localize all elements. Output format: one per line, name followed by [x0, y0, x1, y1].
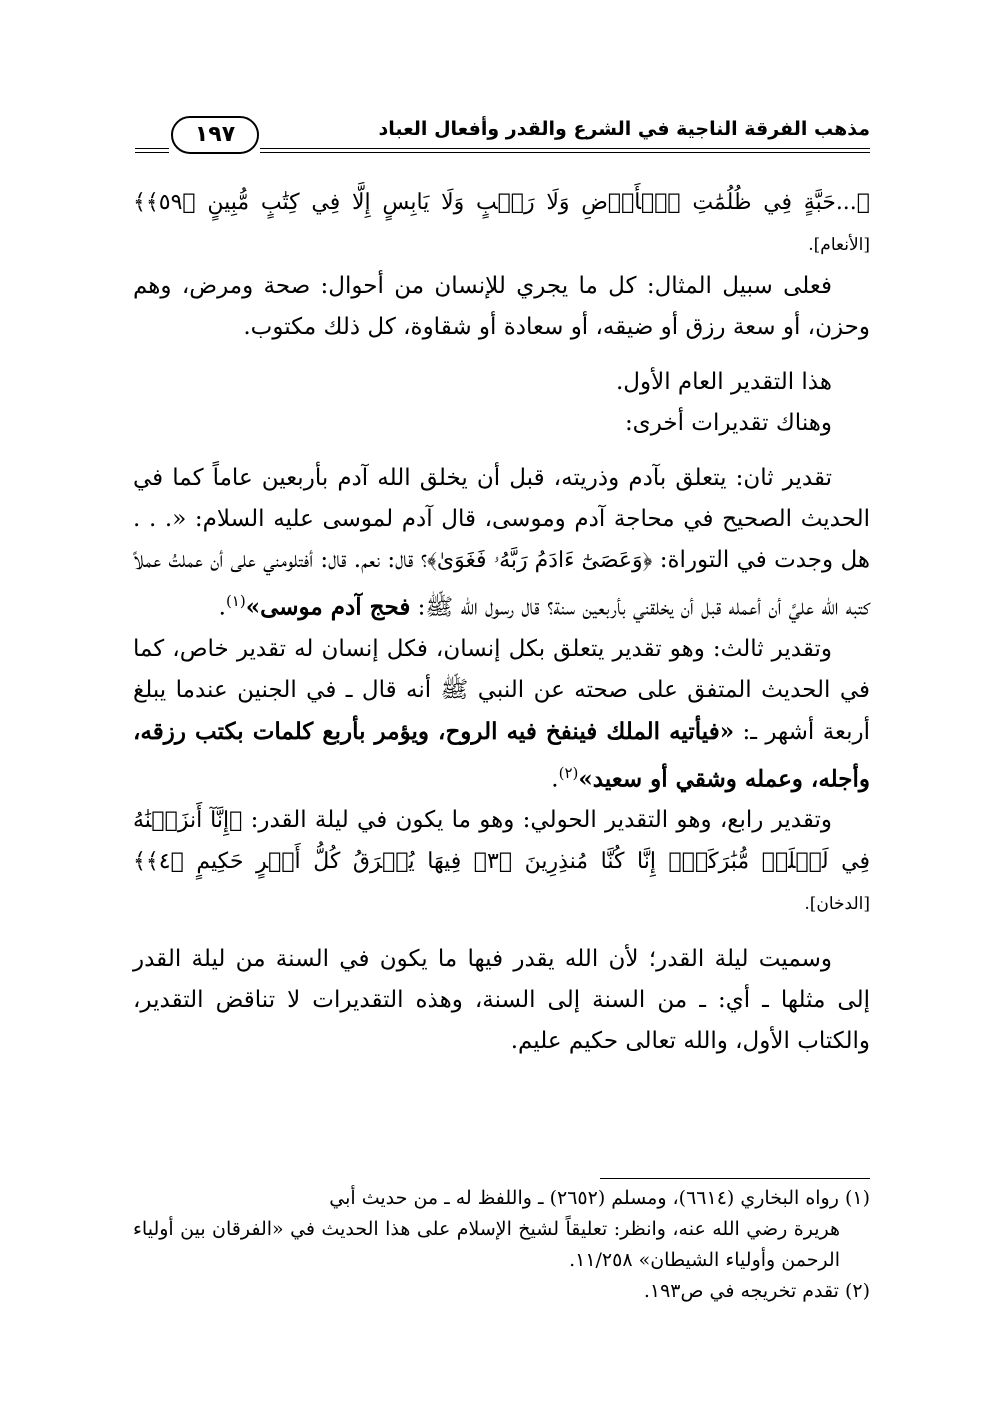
second-decree-text: تقدير ثان: يتعلق بآدم وذريته، قبل أن يخلق الله آدم بأربعين عاماً كما في الحديث الصحيح في محاجة آدم وموسى، قال آدم لموسى عليه السلام: «. . . هل وجدت في التوراة: — [133, 465, 870, 573]
paragraph-other-decrees: وهناك تقديرات أخرى: — [624, 410, 832, 436]
footnote-1-line1: (١) رواه البخاري (٦٦١٤)، ومسلم (٢٦٥٢) ـ واللفظ له ـ من حديث أبي — [329, 1187, 870, 1209]
hadith-quote-bold-2: «فيأتيه الملك فينفخ فيه الروح، ويؤمر بأربع كلمات بكتب رزقه، وأجله، وعمله وشقي أو سعيد» — [133, 717, 870, 793]
quran-verse: ﴿...حَبَّةٍ فِي ظُلُمَٰتِ ٱلۡأَرۡضِ وَلَا رَطۡبٍ وَلَا يَابِسٍ إِلَّا فِي كِتَٰبٍ مُّبِينٍ ﴿٥٩﴾﴾ — [133, 190, 870, 215]
footnote-separator — [600, 1178, 870, 1179]
paragraph-end: . — [218, 594, 226, 621]
paragraph-verse-anam — [133, 182, 870, 266]
page-number-box — [171, 116, 259, 154]
header-rule-right-lower — [260, 152, 870, 153]
footnote-ref-2: (٢) — [558, 763, 579, 782]
hadith-quote-bold: فحج آدم موسى» — [245, 593, 411, 621]
second-decree-text-cont: ؟ قال: نعم. قال: أفتلومني على أن عملتُ عملاً كتبه الله عليَّ أن أعمله قبل أن يخلقني بأربعين سنة؟ قال رسول الله ﷺ: — [133, 547, 870, 621]
page-header — [135, 112, 870, 162]
paragraph-end-2: . — [551, 766, 559, 793]
header-rule-left-lower — [135, 152, 169, 153]
paragraph-second-decree — [133, 458, 870, 629]
main-text — [133, 182, 870, 1062]
paragraph-example: فعلى سبيل المثال: كل ما يجري للإنسان من أحوال: صحة ومرض، وهم وحزن، أو سعة رزق أو ضيقه، أو سعادة أو شقاوة، كل ذلك مكتوب. — [133, 273, 870, 340]
page-number: ١٩٧ — [194, 122, 236, 147]
footnotes — [133, 1183, 870, 1307]
running-title: مذهب الفرقة الناجية في الشرع والقدر وأفعال العباد — [378, 118, 870, 140]
footnote-2: (٢) تقدم تخريجه في ص١٩٣. — [643, 1280, 870, 1302]
footnote-ref-1: (١) — [225, 592, 246, 610]
surah-reference-dukhan: [الدخان]. — [804, 894, 870, 915]
paragraph-fourth-decree — [133, 800, 870, 925]
header-rule-right — [260, 148, 870, 149]
paragraph-third-decree — [133, 629, 870, 801]
paragraph-laylat-alqadr: وسميت ليلة القدر؛ لأن الله يقدر فيها ما يكون في السنة من ليلة القدر إلى مثلها ـ أي: ـ من السنة إلى السنة، وهذه التقديرات لا تناقض التقدير، والكتاب الأول، والله تعالى حكيم عليم. — [133, 946, 870, 1055]
header-rule-left — [135, 148, 169, 149]
quran-verse-dukhan: ﴿إِنَّآ أَنزَلۡنَٰهُ فِي لَيۡلَةٖ مُّبَٰرَكَةٍۚ إِنَّا كُنَّا مُنذِرِينَ ﴿٣﴾ فِيهَا يُفۡرَقُ كُلُّ أَمۡرٍ حَكِيمٍ ﴿٤﴾﴾ — [133, 808, 870, 875]
paragraph-first-decree: هذا التقدير العام الأول. — [615, 369, 832, 395]
third-decree-text: وتقدير ثالث: وهو تقدير يتعلق بكل إنسان، فكل إنسان له تقدير خاص، كما في الحديث المتفق على صحته عن النبي ﷺ أنه قال ـ في الجنين عندما يبلغ أربعة أشهر ـ: — [133, 635, 871, 745]
footnote-1-cont: هريرة رضي الله عنه، وانظر: تعليقاً لشيخ الإسلام على هذا الحديث في «الفرقان بين أولياء الرحمن وأولياء الشيطان» ١١/٢٥٨. — [133, 1218, 840, 1271]
quran-verse-adam: ﴿وَعَصَىٰٓ ءَادَمُ رَبَّهُۥ فَغَوَىٰ﴾ — [427, 548, 653, 573]
surah-reference: [الأنعام]. — [808, 235, 870, 255]
fourth-decree-text: وتقدير رابع، وهو التقدير الحولي: وهو ما يكون في ليلة القدر: — [250, 807, 832, 834]
